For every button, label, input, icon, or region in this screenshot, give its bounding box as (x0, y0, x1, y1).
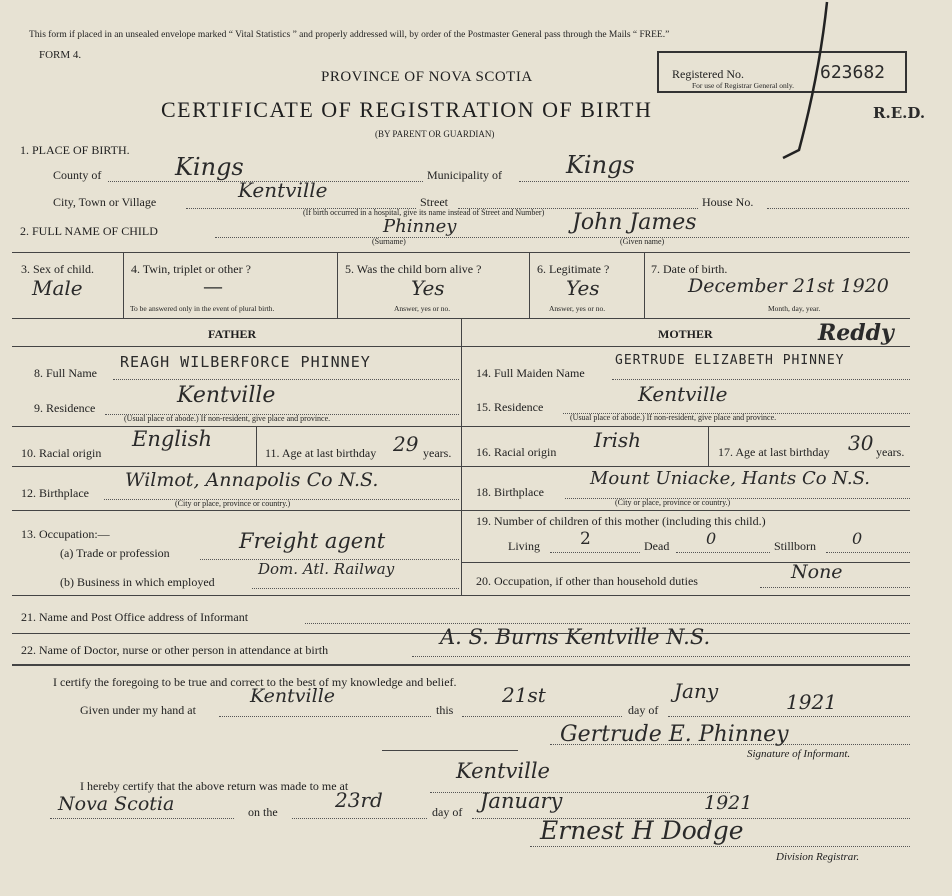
mother-racial-value: Irish (594, 428, 642, 452)
given-label: Given under my hand at (80, 703, 196, 717)
trade-value: Freight agent (239, 529, 386, 553)
mother-occupation-line (760, 587, 910, 588)
received-month: January (480, 789, 563, 813)
father-racial-label: 10. Racial origin (21, 446, 102, 460)
hereby-certify-text: I hereby certify that the above return was made to me at (80, 779, 349, 793)
certificate-title: CERTIFICATE OF REGISTRATION OF BIRTH (161, 97, 653, 122)
day-of-label: day of (628, 703, 659, 717)
father-birthplace-note: (City or place, province or country.) (175, 499, 291, 508)
alive-value: Yes (411, 276, 445, 300)
divider-line (644, 252, 645, 318)
dead-line (676, 552, 770, 553)
alive-label: 5. Was the child born alive ? (345, 262, 482, 276)
form-number: FORM 4. (39, 49, 82, 61)
mother-age-label: 17. Age at last birthday (718, 445, 830, 459)
child-surname: Phinney (383, 216, 457, 237)
received-place-line (430, 792, 730, 793)
house-label: House No. (702, 195, 754, 209)
given-year: 1921 (786, 690, 837, 714)
business-value: Dom. Atl. Railway (258, 560, 395, 578)
twin-label: 4. Twin, triplet or other ? (131, 262, 251, 276)
given-month-line (668, 716, 910, 717)
child-name-label: 2. FULL NAME OF CHILD (20, 224, 158, 238)
province-line (50, 818, 234, 819)
divider-line (12, 664, 910, 666)
mother-residence-value: Kentville (638, 382, 728, 406)
father-name-value: REAGH WILBERFORCE PHINNEY (120, 353, 371, 371)
father-residence-label: 9. Residence (34, 401, 96, 415)
this-label: this (436, 703, 454, 717)
alive-note: Answer, yes or no. (394, 304, 451, 313)
on-the-label: on the (248, 805, 278, 819)
divider-line (12, 252, 910, 253)
divider-line (123, 252, 124, 318)
stillborn-line (826, 552, 910, 553)
registered-number: 623682 (820, 62, 886, 83)
municipality-label: Municipality of (427, 168, 502, 182)
father-birthplace-value: Wilmot, Annapolis Co N.S. (125, 469, 379, 491)
father-years-label: years. (423, 446, 452, 460)
province-value: Nova Scotia (58, 793, 175, 815)
municipality-line (519, 181, 909, 182)
received-day-of-label: day of (432, 805, 463, 819)
divider-line (12, 595, 910, 596)
date-label: 7. Date of birth. (651, 262, 728, 276)
given-name-label: (Given name) (620, 237, 665, 246)
father-racial-value: English (132, 427, 213, 451)
surname-label: (Surname) (372, 237, 406, 246)
registered-label: Registered No. (672, 67, 744, 81)
child-given-name: John James (572, 210, 697, 235)
trade-label: (a) Trade or profession (60, 546, 170, 560)
divider-line (529, 252, 530, 318)
child-name-line (215, 237, 909, 238)
date-note: Month, day, year. (768, 304, 821, 313)
living-value: 2 (580, 529, 591, 549)
corner-stamp: R.E.D. (873, 104, 926, 122)
mother-occupation-label: 20. Occupation, if other than household duties (476, 574, 698, 588)
twin-note: To be answered only in the event of plural birth. (130, 304, 275, 313)
living-line (550, 552, 640, 553)
county-label: County of (53, 168, 102, 182)
received-day: 23rd (335, 788, 383, 812)
doctor-value: A. S. Burns Kentville N.S. (440, 625, 711, 649)
county-value: Kings (175, 153, 244, 181)
legitimate-note: Answer, yes or no. (549, 304, 606, 313)
legitimate-value: Yes (566, 276, 600, 300)
mother-birthplace-value: Mount Uniacke, Hants Co N.S. (590, 468, 871, 489)
date-value: December 21st 1920 (688, 275, 889, 297)
registrar-label: Division Registrar. (776, 851, 860, 863)
mother-birthplace-label: 18. Birthplace (476, 485, 544, 499)
mother-heading: MOTHER (658, 327, 713, 341)
city-label: City, Town or Village (53, 195, 157, 209)
mother-residence-label: 15. Residence (476, 400, 544, 414)
legitimate-label: 6. Legitimate ? (537, 262, 610, 276)
dead-value: 0 (706, 529, 717, 548)
received-year: 1921 (704, 792, 753, 814)
twin-value: — (203, 274, 223, 298)
divider-line (12, 346, 910, 347)
mother-age-value: 30 (848, 431, 874, 455)
given-place-line (219, 716, 431, 717)
mother-name-label: 14. Full Maiden Name (476, 366, 585, 380)
mail-notice: This form if placed in an unsealed envelope marked “ Vital Statistics ” and properly addressed will, by order of the Postmaster General pass through the Mails “ FREE.” (29, 30, 670, 40)
father-birthplace-label: 12. Birthplace (21, 486, 89, 500)
stillborn-value: 0 (852, 529, 863, 548)
divider-line (461, 318, 462, 595)
living-label: Living (508, 539, 540, 553)
given-month: Jany (674, 679, 719, 703)
certificate-subtitle: (BY PARENT OR GUARDIAN) (375, 129, 495, 139)
mother-birthplace-note: (City or place, province or country.) (615, 498, 731, 507)
sex-label: 3. Sex of child. (21, 262, 94, 276)
father-name-label: 8. Full Name (34, 366, 97, 380)
given-day-line (462, 716, 622, 717)
place-of-birth-label: 1. PLACE OF BIRTH. (20, 143, 130, 157)
father-age-value: 29 (393, 432, 419, 456)
informant-label: 21. Name and Post Office address of Informant (21, 610, 249, 624)
stillborn-label: Stillborn (774, 539, 817, 553)
divider-line (256, 426, 257, 466)
informant-signature: Gertrude E. Phinney (560, 722, 789, 747)
dead-label: Dead (644, 539, 670, 553)
registrar-signature-line (530, 846, 910, 847)
divider-line (337, 252, 338, 318)
received-place: Kentville (456, 759, 550, 783)
children-count-label: 19. Number of children of this mother (including this child.) (476, 514, 766, 528)
divider-line (12, 466, 910, 467)
house-line (767, 208, 909, 209)
mother-occupation-value: None (791, 561, 843, 583)
business-label: (b) Business in which employed (60, 575, 215, 589)
divider-line (708, 426, 709, 466)
registrar-use-note: For use of Registrar General only. (692, 81, 794, 90)
father-abode-note: (Usual place of abode.) If non-resident, give place and province. (124, 414, 331, 423)
informant-line (305, 623, 910, 624)
mother-name-value: GERTRUDE ELIZABETH PHINNEY (615, 353, 845, 368)
sex-value: Male (32, 276, 83, 300)
street-label: Street (420, 195, 448, 209)
mother-years-label: years. (876, 445, 905, 459)
mother-racial-label: 16. Racial origin (476, 445, 557, 459)
given-day: 21st (502, 683, 546, 707)
occupation-label: 13. Occupation:— (21, 527, 110, 541)
mother-abode-note: (Usual place of abode.) If non-resident, give place and province. (570, 413, 777, 422)
business-line (252, 588, 459, 589)
given-place: Kentville (250, 685, 336, 707)
doctor-label: 22. Name of Doctor, nurse or other person in attendance at birth (21, 643, 329, 657)
mother-name-line (612, 379, 910, 380)
municipality-value: Kings (566, 151, 635, 179)
informant-signature-label: Signature of Informant. (747, 748, 851, 760)
registrar-signature: Ernest H Dodge (540, 816, 744, 845)
father-name-line (113, 379, 459, 380)
city-value: Kentville (238, 178, 328, 202)
informant-signature-line (550, 744, 910, 745)
father-age-label: 11. Age at last birthday (265, 446, 377, 460)
father-heading: FATHER (208, 327, 257, 341)
hospital-note: (If birth occurred in a hospital, give its name instead of Street and Number) (303, 208, 545, 217)
mother-added-name: Reddy (818, 320, 894, 346)
received-day-line (292, 818, 427, 819)
doctor-line (412, 656, 910, 657)
province-heading: PROVINCE OF NOVA SCOTIA (321, 69, 533, 85)
father-residence-value: Kentville (177, 383, 276, 408)
certify-statement: I certify the foregoing to be true and correct to the best of my knowledge and belief. (53, 675, 457, 689)
registrar-pen-stroke (775, 0, 835, 165)
divider-line (382, 750, 518, 751)
divider-line (12, 510, 910, 511)
